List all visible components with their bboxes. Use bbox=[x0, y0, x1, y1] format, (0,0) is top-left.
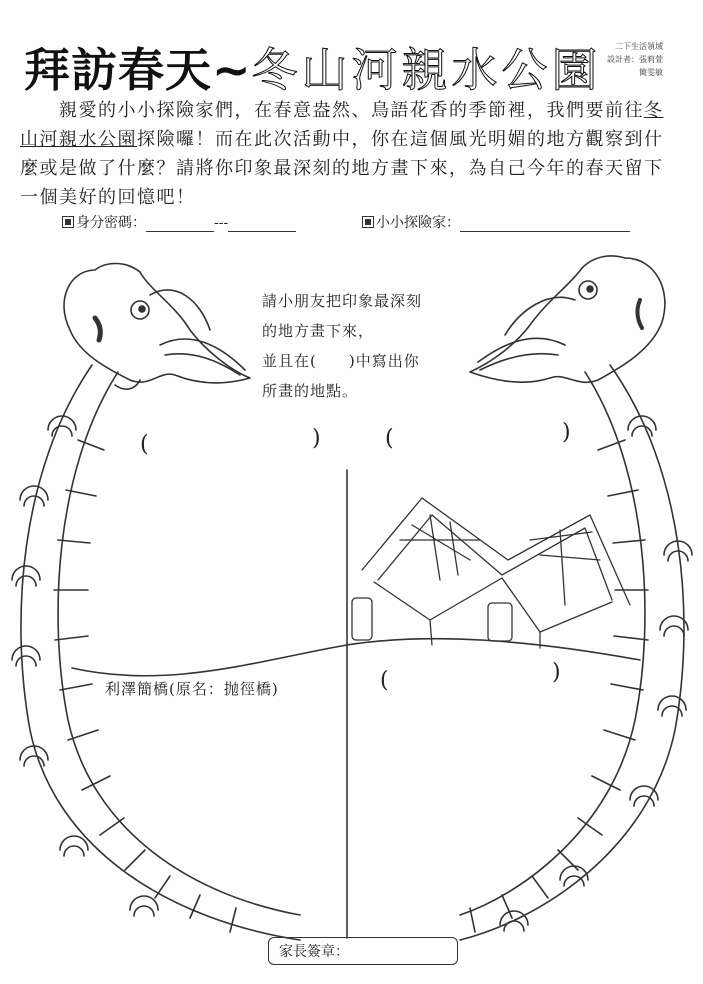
credit-designer-2: 簡雯敏 bbox=[639, 68, 663, 77]
right-dragon-head bbox=[470, 256, 665, 382]
intro-text-2: 探險囉！而在此次活動中，你在這個風光明媚的地方觀察到什麼或是做了什麼？請將你印象最深刻的地方畫下來，為自己今年的春天留下一個美好的回憶吧！ bbox=[20, 129, 664, 208]
parent-signature-label: 家長簽章： bbox=[279, 944, 349, 960]
credit-designer: 設計者：張莉萱 bbox=[607, 55, 663, 64]
id-code-label: 身分密碼： bbox=[76, 215, 146, 231]
intro-park-name: 冬山河親水公園 bbox=[20, 100, 664, 150]
id-code-field[interactable] bbox=[62, 212, 296, 232]
instruction-line-2: 的地方畫下來， bbox=[262, 322, 375, 340]
top-right-paren-open: ( bbox=[385, 426, 394, 451]
bottom-right-paren-close: ) bbox=[552, 660, 561, 685]
designer-credit bbox=[607, 40, 663, 79]
top-left-paren-close: ) bbox=[312, 426, 321, 451]
title-main: 拜訪春天 bbox=[24, 43, 212, 97]
checkbox-icon bbox=[62, 216, 74, 228]
dragon-body-right-outer bbox=[460, 365, 684, 940]
instruction-line-4: 所畫的地點。 bbox=[262, 382, 359, 400]
dragon-body-left-inner bbox=[58, 372, 300, 915]
instruction-line-1: 請小朋友把印象最深刻 bbox=[262, 292, 423, 310]
bridge-location-label: 利澤簡橋(原名：抛徑橋) bbox=[105, 680, 279, 698]
top-left-paren-open: ( bbox=[140, 432, 149, 457]
instruction-line-3: 並且在( )中寫出你 bbox=[262, 352, 420, 370]
parent-signature-box[interactable] bbox=[268, 937, 458, 965]
top-right-paren-close: ) bbox=[562, 420, 571, 445]
intro-text-1: 親愛的小小探險家們，在春意盎然、鳥語花香的季節裡，我們要前往 bbox=[20, 100, 644, 121]
checkbox-icon bbox=[362, 216, 374, 228]
explorer-name-blank[interactable] bbox=[460, 215, 630, 232]
dragon-body-right-inner bbox=[460, 372, 645, 915]
credit-subject: 二下生活領域 bbox=[615, 42, 663, 51]
title-sub: 冬山河親水公園 bbox=[251, 43, 602, 97]
id-code-separator: --- bbox=[214, 215, 229, 231]
bottom-right-paren-open: ( bbox=[380, 668, 389, 693]
house-sketch bbox=[352, 498, 630, 648]
title-tilde: ~ bbox=[212, 43, 252, 97]
intro-paragraph bbox=[20, 96, 670, 212]
dragon-body-left-outer bbox=[21, 365, 300, 940]
drawing-instructions bbox=[262, 286, 422, 406]
page-title bbox=[24, 34, 602, 100]
explorer-name-field[interactable] bbox=[362, 212, 630, 232]
id-code-blank-2[interactable] bbox=[228, 215, 296, 232]
id-code-blank-1[interactable] bbox=[146, 215, 214, 232]
explorer-label: 小小探險家： bbox=[376, 215, 460, 231]
